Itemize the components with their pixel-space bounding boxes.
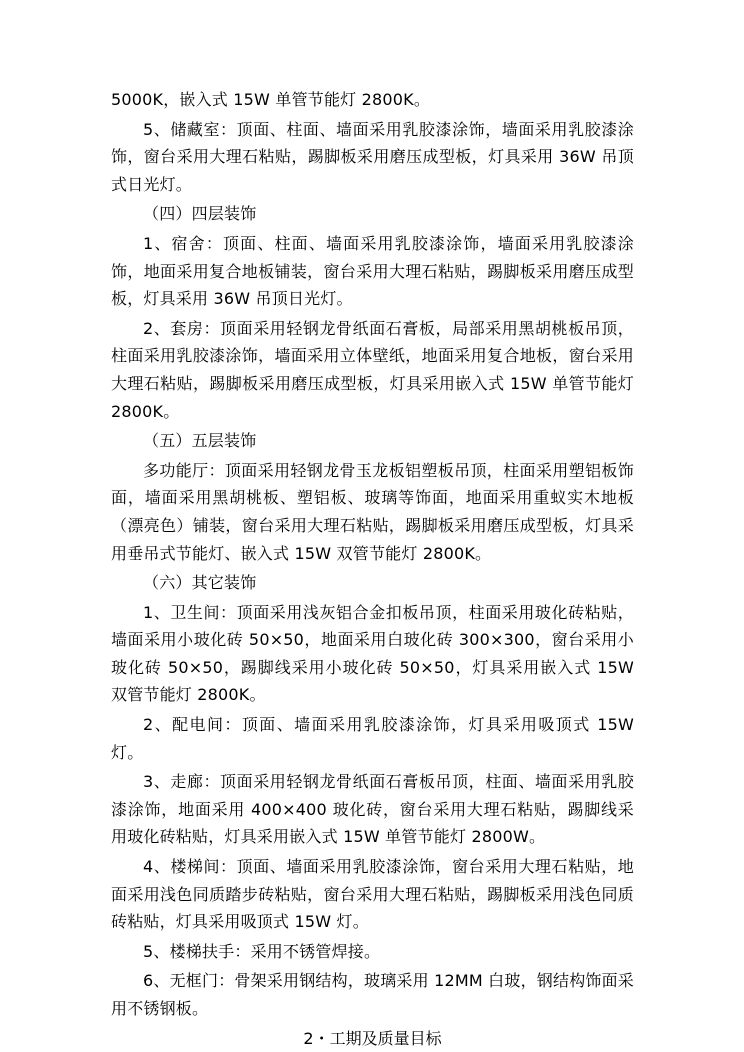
- paragraph-frameless-door: 6、无框门：骨架采用钢结构，玻璃采用 12MM 白玻，钢结构饰面采用不锈钢板。: [111, 971, 634, 1018]
- paragraph-continuation: 5000K，嵌入式 15W 单管节能灯 2800K。: [111, 90, 431, 109]
- paragraph-multifunction-hall: 多功能厅：顶面采用轻钢龙骨玉龙板铝塑板吊顶，柱面采用塑铝板饰面，墙面采用黑胡桃板、塑铝板、玻璃等饰面，地面采用重蚁实木地板（漂亮色）铺装，窗台采用大理石粘贴，踢脚板采用磨压成型板，灯具采用垂吊式节能灯、嵌入式 15W 双管节能灯 2800K。: [111, 460, 634, 563]
- paragraph-corridor: 3、走廊：顶面采用轻钢龙骨纸面石膏板吊顶，柱面、墙面采用乳胶漆涂饰，地面采用 400×400 玻化砖，窗台采用大理石粘贴，踢脚线采用玻化砖粘贴，灯具采用嵌入式 15W 单管节能灯 2800W。: [111, 772, 634, 847]
- paragraph-restroom: 1、卫生间：顶面采用浅灰铝合金扣板吊顶，柱面采用玻化砖粘贴，墙面采用小玻化砖 50×50，地面采用白玻化砖 300×300，窗台采用小玻化砖 50×50，踢脚线采用小玻化砖 50×50，灯具采用嵌入式 15W 双管节能灯 2800K。: [111, 602, 634, 705]
- paragraph-storage-room: 5、储藏室：顶面、柱面、墙面采用乳胶漆涂饰，墙面采用乳胶漆涂饰，窗台采用大理石粘贴，踢脚板采用磨压成型板，灯具采用 36W 吊顶式日光灯。: [111, 119, 634, 194]
- subheading-other-decoration: （六）其它装饰: [143, 573, 257, 593]
- subheading-fifth-floor: （五）五层装饰: [143, 431, 257, 451]
- paragraph-suite: 2、套房：顶面采用轻钢龙骨纸面石膏板，局部采用黑胡桃板吊顶，柱面采用乳胶漆涂饰，墙面采用立体壁纸，地面采用复合地板，窗台采用大理石粘贴，踢脚板采用磨压成型板，灯具采用嵌入式 15W 单管节能灯 2800K。: [111, 318, 634, 421]
- subheading-fourth-floor: （四）四层装饰: [143, 204, 257, 224]
- paragraph-dormitory: 1、宿舍：顶面、柱面、墙面采用乳胶漆涂饰，墙面采用乳胶漆涂饰，地面采用复合地板铺装，窗台采用大理石粘贴，踢脚板采用磨压成型板，灯具采用 36W 吊顶日光灯。: [111, 233, 634, 309]
- paragraph-handrail: 5、楼梯扶手：采用不锈管焊接。: [143, 941, 381, 961]
- section-heading: 2・工期及质量目标: [303, 1028, 442, 1048]
- document-body: [111, 86, 634, 1052]
- paragraph-power-room: 2、配电间：顶面、墙面采用乳胶漆涂饰，灯具采用吸顶式 15W 灯。: [111, 715, 634, 762]
- paragraph-stairwell: 4、楼梯间：顶面、墙面采用乳胶漆涂饰，窗台采用大理石粘贴，地面采用浅色同质踏步砖粘贴，窗台采用大理石粘贴，踢脚板采用浅色同质砖粘贴，灯具采用吸顶式 15W 灯。: [111, 857, 634, 932]
